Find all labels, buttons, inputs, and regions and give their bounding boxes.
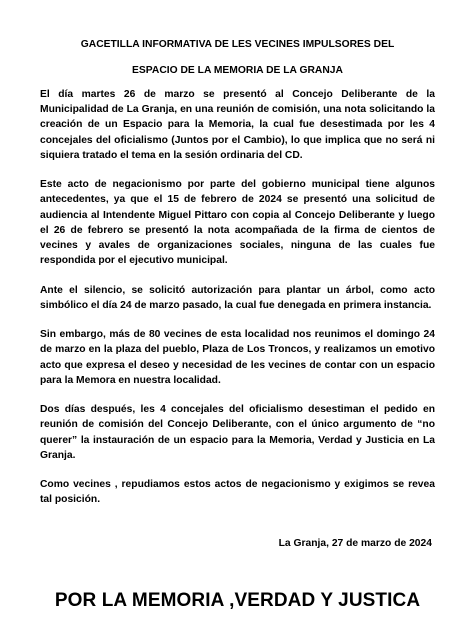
paragraph-1: El día martes 26 de marzo se presentó al Concejo Deliberante de la Municipalidad de La Granja, en una reunión de comisión, una nota solicitando la creación de un Espacio para la Memoria, la cual fue desestimada por les 4 concejales del oficialismo (Juntos por el Cambio), lo que implica que no será ni siquiera tratado el tema en la sesión ordinaria del CD. [40, 89, 435, 161]
paragraph-5: Dos días después, les 4 concejales del oficialismo desestiman el pedido en reunión de comisión del Concejo Deliberante, con el único argumento de “no querer” la instauración de un espacio para la Memoria, Verdad y Justicia en La Granja. [40, 404, 435, 461]
paragraph-2: Este acto de negacionismo por parte del gobierno municipal tiene algunos antecedentes, ya que el 15 de febrero de 2024 se presentó una solicitud de audiencia al Intendente Miguel Pittaro con copia al Concejo Deliberante y luego el 26 de febrero se presentó la nota acompañada de la firma de cientos de vecines y avales de organizaciones sociales, ninguna de las cuales fue respondida por el ejecutivo municipal. [40, 179, 435, 267]
date-line: La Granja, 27 de marzo de 2024 [278, 538, 432, 549]
paragraph-6: Como vecines , repudiamos estos actos de negacionismo y exigimos se revea tal posición. [40, 479, 435, 506]
heading-line-2: ESPACIO DE LA MEMORIA DE LA GRANJA [132, 65, 343, 76]
paragraph-4: Sin embargo, más de 80 vecines de esta localidad nos reunimos el domingo 24 de marzo en la plaza del pueblo, Plaza de Los Troncos, y realizamos un emotivo acto que expresa el deseo y necesidad de les vecines de contar con un espacio para la Memora en nuestra localidad. [40, 329, 435, 386]
closing-slogan: POR LA MEMORIA ,VERDAD Y JUSTICA [54, 590, 421, 611]
heading-line-1: GACETILLA INFORMATIVA DE LES VECINES IMPULSORES DEL [80, 39, 395, 50]
body-text [40, 87, 435, 522]
paragraph-3: Ante el silencio, se solicitó autorización para plantar un árbol, como acto simbólico el día 24 de marzo pasado, la cual fue denegada en primera instancia. [40, 284, 435, 311]
